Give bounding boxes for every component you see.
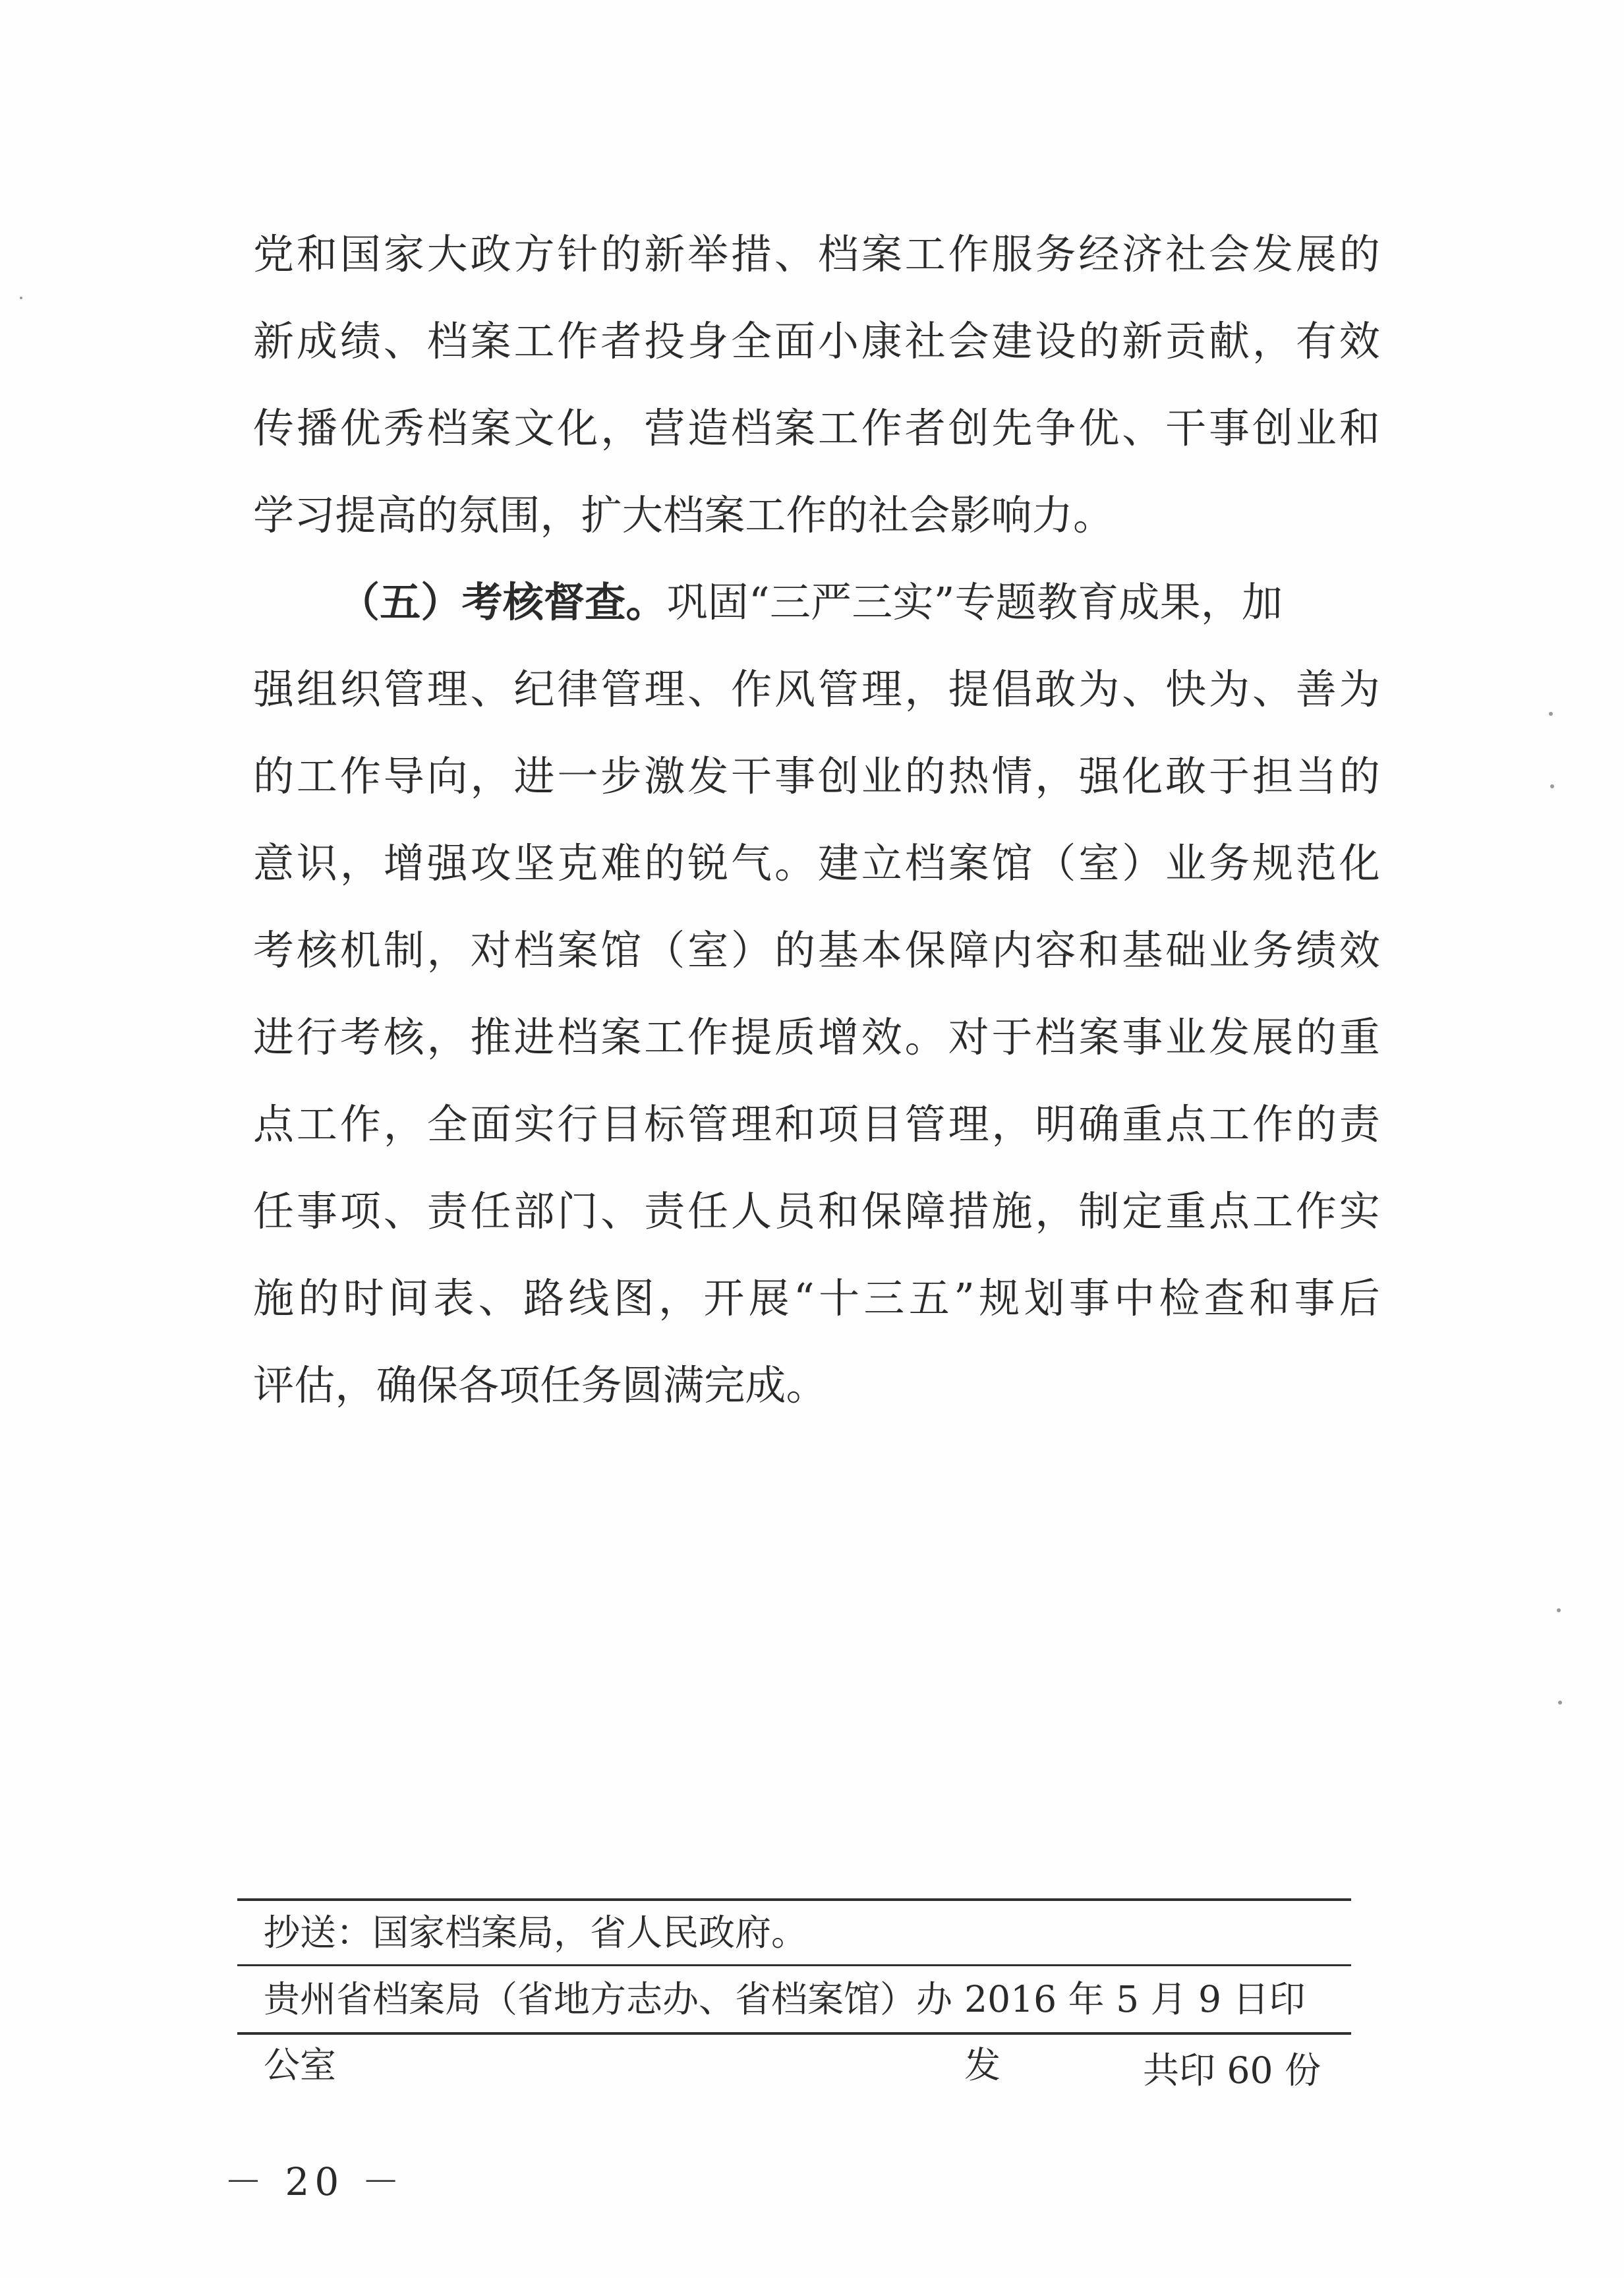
issuing-office: 贵州省档案局（省地方志办、省档案馆）办公室 xyxy=(264,1978,953,2086)
section-5-line-8: 任事项、责任部门、责任人员和保障措施，制定重点工作实 xyxy=(253,1187,1380,1235)
paragraph-1-line-3: 传播优秀档案文化，营造档案工作者创先争优、干事创业和 xyxy=(253,404,1380,452)
section-5-line-3: 的工作导向，进一步激发干事创业的热情，强化敢于担当的 xyxy=(253,752,1380,800)
section-5-line-9: 施的时间表、路线图，开展“十三五”规划事中检查和事后 xyxy=(253,1274,1380,1322)
section-5-first-line xyxy=(253,559,1380,646)
paragraph-1-line-4: 学习提高的氛围，扩大档案工作的社会影响力。 xyxy=(253,491,1115,539)
section-5-line-5: 考核机制，对档案馆（室）的基本保障内容和基础业务绩效 xyxy=(253,926,1380,974)
section-5-line-7: 点工作，全面实行目标管理和项目管理，明确重点工作的责 xyxy=(253,1100,1380,1148)
document-body xyxy=(253,211,1380,1429)
section-5-heading: （五）考核督查。 xyxy=(339,578,667,626)
scan-speck xyxy=(1550,784,1554,788)
paragraph-1-line-1: 党和国家大政方针的新举措、档案工作服务经济社会发展的 xyxy=(253,230,1380,278)
section-5-line-10: 评估，确保各项任务圆满完成。 xyxy=(253,1361,827,1409)
section-5-line-4: 意识，增强攻坚克难的锐气。建立档案馆（室）业务规范化 xyxy=(253,839,1380,887)
scan-speck xyxy=(1549,712,1553,716)
scan-speck xyxy=(1558,1701,1562,1705)
footer-bottom-rule xyxy=(237,2032,1351,2035)
section-5-line-2: 强组织管理、纪律管理、作风管理，提倡敢为、快为、善为 xyxy=(253,665,1380,713)
paragraph-1-line-2: 新成绩、档案工作者投身全面小康社会建设的新贡献，有效 xyxy=(253,317,1380,365)
section-5-first-line-text: 巩固“三严三实”专题教育成果，加 xyxy=(666,578,1283,626)
issue-date: 2016 年 5 月 9 日印发 xyxy=(964,1978,1306,2086)
scan-speck xyxy=(20,297,22,299)
cc-recipients: 抄送：国家档案局，省人民政府。 xyxy=(264,1912,808,1954)
page-number: － 20 － xyxy=(224,2159,405,2204)
scan-speck xyxy=(1557,1608,1561,1612)
print-copies: 共印 60 份 xyxy=(1143,2049,1321,2091)
section-5-line-6: 进行考核，推进档案工作提质增效。对于档案事业发展的重 xyxy=(253,1013,1380,1061)
